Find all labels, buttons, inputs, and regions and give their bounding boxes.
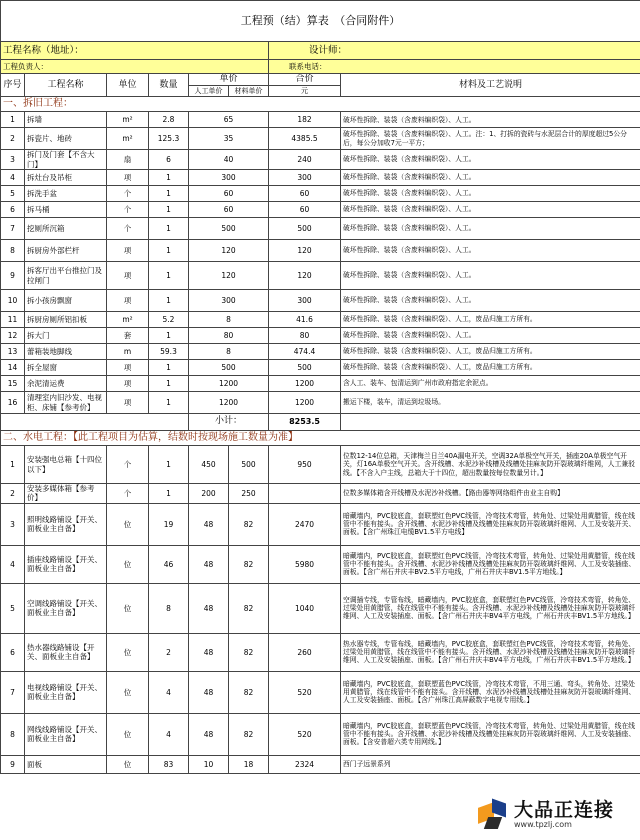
item-labor-price: 48 — [189, 633, 229, 671]
header-price-group: 单价 — [189, 74, 269, 86]
item-name: 拆灶台及吊柜 — [25, 170, 107, 186]
row-no: 11 — [1, 312, 25, 328]
item-name: 蕾箱装地脚线 — [25, 344, 107, 360]
item-material-price: 18 — [229, 755, 269, 773]
item-total: 4385.5 — [269, 128, 341, 150]
item-total: 1200 — [269, 392, 341, 414]
item-unit: 个 — [107, 484, 149, 504]
item-desc: 破坏性拆除、装袋（含废料编织袋）、人工。 — [341, 150, 640, 170]
item-unit: m² — [107, 112, 149, 128]
item-price: 40 — [189, 150, 269, 170]
item-desc: 西门子远景系列 — [341, 755, 640, 773]
item-desc: 暗藏墙内，PVC胶底盒，套联塑红色PVC线管，冷弯技术弯管，转角处、过梁处用黄腊管，线在线管中不能有接头。含开线槽、水泥沙补线槽及线槽处挂麻灰防开裂玻璃纤维网、人工及安装开关、面板。【含广州珠江电缆BV1.5平方电线】 — [341, 503, 640, 545]
item-total: 1040 — [269, 583, 341, 633]
manager-label: 工程负责人： — [1, 60, 269, 74]
item-price: 1200 — [189, 392, 269, 414]
item-desc: 位数12-14位总箱，天津梅兰日兰40A漏电开关，空调32A单极空气开关，插座20A单极空气开关，灯16A单极空气开关。含开线槽、水泥沙补线槽及线槽处挂麻灰防开裂玻璃纤维网，人工兼驳线。【不含入户主线，总箱大于十四位，超出数量按每位数量另计。】 — [341, 446, 640, 484]
table-row — [1, 755, 640, 773]
item-desc: 破坏性拆除、装袋（含废料编织袋）、人工。 — [341, 290, 640, 312]
item-qty: 1 — [149, 290, 189, 312]
item-name: 拆厨房外部栏杆 — [25, 240, 107, 262]
item-desc: 空调插专线，专管布线，暗藏墙内，PVC胶底盒，套联塑红色PVC线管，冷弯技术弯管，转角处、过梁处用黄腊管，线在线管中不能有接头。含开线槽、水泥沙补线槽及线槽处挂麻灰防开裂玻璃纤维网、人工及安装插座、面板。【含广州石井庆丰BV4平方电线，广州石井庆丰BV1.5平方地线。】 — [341, 583, 640, 633]
item-desc: 破坏性拆除、装袋（含废料编织袋）、人工。 — [341, 112, 640, 128]
item-unit: 项 — [107, 262, 149, 290]
item-total: 474.4 — [269, 344, 341, 360]
item-material-price: 500 — [229, 446, 269, 484]
item-price: 60 — [189, 186, 269, 202]
item-labor-price: 48 — [189, 545, 229, 583]
table-row — [1, 202, 640, 218]
item-total: 120 — [269, 262, 341, 290]
item-price: 300 — [189, 290, 269, 312]
header-qty: 数量 — [149, 74, 189, 97]
item-desc: 破坏性拆除、装袋（含废料编织袋）、人工，废品归施工方所有。 — [341, 360, 640, 376]
item-desc: 破坏性拆除、装袋（含废料编织袋）、人工，废品归施工方所有。 — [341, 344, 640, 360]
item-qty: 1 — [149, 170, 189, 186]
row-no: 3 — [1, 150, 25, 170]
item-labor-price: 48 — [189, 671, 229, 713]
watermark-logo — [474, 794, 634, 836]
item-desc: 破坏性拆除、装袋（含废料编织袋）、人工。 — [341, 202, 640, 218]
header-material-price: 材料单价 — [229, 86, 269, 97]
watermark-url: www.tpzlj.com — [514, 820, 572, 830]
row-no: 15 — [1, 376, 25, 392]
row-no: 7 — [1, 671, 25, 713]
item-price: 120 — [189, 262, 269, 290]
item-total: 500 — [269, 218, 341, 240]
item-name: 安装多媒体箱【参考价】 — [25, 484, 107, 504]
item-unit: 位 — [107, 671, 149, 713]
table-row — [1, 186, 640, 202]
header-desc: 材料及工艺说明 — [341, 74, 640, 97]
item-desc: 破坏性拆除、装袋（含废料编织袋）、人工。 — [341, 170, 640, 186]
item-name: 拆厨房厕所铝扣板 — [25, 312, 107, 328]
item-labor-price: 48 — [189, 713, 229, 755]
item-unit: 项 — [107, 360, 149, 376]
item-qty: 19 — [149, 503, 189, 545]
item-qty: 5.2 — [149, 312, 189, 328]
table-row — [1, 218, 640, 240]
row-no: 13 — [1, 344, 25, 360]
item-unit: m² — [107, 128, 149, 150]
item-desc: 破坏性拆除、装袋（含废料编织袋）、人工。注：1、打拆的瓷砖与水泥层合计的厚度超过5公分后，每公分加收7元一平方； — [341, 128, 640, 150]
item-total: 260 — [269, 633, 341, 671]
item-desc: 破坏性拆除、装袋（含废料编织袋）、人工。 — [341, 186, 640, 202]
table-row — [1, 328, 640, 344]
item-material-price: 82 — [229, 503, 269, 545]
row-no: 4 — [1, 545, 25, 583]
item-name: 热水器线路铺设【开关、面板业主自备】 — [25, 633, 107, 671]
item-material-price: 82 — [229, 633, 269, 671]
item-price: 80 — [189, 328, 269, 344]
item-desc: 位数多媒体箱含开线槽及水泥沙补线槽。【路由器等网络组件由业主自购】 — [341, 484, 640, 504]
item-name: 拆大门 — [25, 328, 107, 344]
item-desc: 暗藏墙内，PVC胶底盒，套联塑蓝色PVC线管，冷弯技术弯管，不用三通、弯头，转角处、过梁处用黄腊管，线在线管中不能有接头。含开线槽、水泥沙补线槽及线槽处挂麻灰防开裂玻璃纤维网、人工及安装插座、面板。【含广州珠江高屏蔽数字电视专用线。】 — [341, 671, 640, 713]
row-no: 5 — [1, 583, 25, 633]
row-no: 3 — [1, 503, 25, 545]
item-name: 拆全屋窗 — [25, 360, 107, 376]
item-unit: 个 — [107, 202, 149, 218]
item-qty: 1 — [149, 240, 189, 262]
item-unit: 位 — [107, 713, 149, 755]
item-price: 8 — [189, 344, 269, 360]
item-price: 60 — [189, 202, 269, 218]
item-unit: 个 — [107, 218, 149, 240]
row-no: 1 — [1, 446, 25, 484]
item-labor-price: 10 — [189, 755, 229, 773]
item-name: 照明线路铺设【开关、面板业主自备】 — [25, 503, 107, 545]
item-unit: 项 — [107, 240, 149, 262]
item-qty: 1 — [149, 376, 189, 392]
item-qty: 59.3 — [149, 344, 189, 360]
item-total: 2324 — [269, 755, 341, 773]
item-total: 300 — [269, 290, 341, 312]
item-qty: 2.8 — [149, 112, 189, 128]
item-unit: 套 — [107, 328, 149, 344]
table-row — [1, 128, 640, 150]
table-row — [1, 376, 640, 392]
item-labor-price: 48 — [189, 503, 229, 545]
item-price: 500 — [189, 360, 269, 376]
item-total: 2470 — [269, 503, 341, 545]
phone-label: 联系电话： — [269, 60, 640, 74]
item-price: 300 — [189, 170, 269, 186]
row-no: 10 — [1, 290, 25, 312]
item-qty: 8 — [149, 583, 189, 633]
item-desc: 破坏性拆除、装袋（含废料编织袋）、人工。 — [341, 240, 640, 262]
item-unit: 位 — [107, 633, 149, 671]
item-name: 挖厕所沉箱 — [25, 218, 107, 240]
item-name: 拆客厅出平台推拉门及拉闸门 — [25, 262, 107, 290]
item-qty: 2 — [149, 633, 189, 671]
row-no: 14 — [1, 360, 25, 376]
item-name: 面板 — [25, 755, 107, 773]
item-total: 60 — [269, 202, 341, 218]
item-material-price: 82 — [229, 545, 269, 583]
header-no: 序号 — [1, 74, 25, 97]
item-unit: 位 — [107, 755, 149, 773]
table-row — [1, 446, 640, 484]
item-total: 950 — [269, 446, 341, 484]
item-name: 拆门及门套【不含大门】 — [25, 150, 107, 170]
item-desc: 暗藏墙内，PVC胶底盒，套联塑蓝色PVC线管，冷弯技术弯管，转角处、过梁处用黄腊管，线在线管中不能有接头。含开线槽、水泥沙补线槽及线槽处挂麻灰防开裂玻璃纤维网、人工及安装插座、面板。【含安普超六类专用网线。】 — [341, 713, 640, 755]
item-material-price: 82 — [229, 583, 269, 633]
table-row — [1, 262, 640, 290]
item-unit: 项 — [107, 392, 149, 414]
item-price: 8 — [189, 312, 269, 328]
item-unit: 个 — [107, 446, 149, 484]
item-name: 清理室内旧沙发、电视柜、床铺【参考价】 — [25, 392, 107, 414]
row-no: 9 — [1, 262, 25, 290]
item-qty: 1 — [149, 328, 189, 344]
item-qty: 83 — [149, 755, 189, 773]
item-name: 安装强电总箱【十四位以下】 — [25, 446, 107, 484]
item-qty: 4 — [149, 671, 189, 713]
item-price: 65 — [189, 112, 269, 128]
item-name: 拆小孩房飘窗 — [25, 290, 107, 312]
item-name: 余泥清运费 — [25, 376, 107, 392]
item-qty: 1 — [149, 360, 189, 376]
row-no: 8 — [1, 713, 25, 755]
subtotal-row — [1, 414, 640, 431]
item-qty: 1 — [149, 218, 189, 240]
row-no: 7 — [1, 218, 25, 240]
item-material-price: 82 — [229, 671, 269, 713]
table-row — [1, 312, 640, 328]
table-row — [1, 290, 640, 312]
subtotal-value: 8253.5 — [269, 414, 341, 431]
section1-title: 一、拆旧工程： — [1, 97, 640, 112]
item-total: 300 — [269, 170, 341, 186]
item-labor-price: 450 — [189, 446, 229, 484]
table-row — [1, 170, 640, 186]
table-row — [1, 484, 640, 504]
item-name: 拆墙 — [25, 112, 107, 128]
item-total: 520 — [269, 713, 341, 755]
row-no: 4 — [1, 170, 25, 186]
item-total: 500 — [269, 360, 341, 376]
item-price: 1200 — [189, 376, 269, 392]
table-row — [1, 240, 640, 262]
table-row — [1, 360, 640, 376]
item-labor-price: 200 — [189, 484, 229, 504]
item-desc: 破坏性拆除、装袋（含废料编织袋）、人工，废品归施工方所有。 — [341, 312, 640, 328]
designer-label: 设计师： — [269, 42, 640, 60]
item-desc: 破坏性拆除、装袋（含废料编织袋）、人工。 — [341, 218, 640, 240]
item-desc: 破坏性拆除、装袋（含废料编织袋）、人工。 — [341, 328, 640, 344]
header-labor-price: 人工单价 — [189, 86, 229, 97]
item-desc: 搬运下楼，装车，清运到垃圾场。 — [341, 392, 640, 414]
item-unit: 个 — [107, 186, 149, 202]
item-material-price: 250 — [229, 484, 269, 504]
item-name: 网线线路铺设【开关、面板业主自备】 — [25, 713, 107, 755]
item-total: 182 — [269, 112, 341, 128]
item-qty: 1 — [149, 262, 189, 290]
row-no: 2 — [1, 484, 25, 504]
row-no: 8 — [1, 240, 25, 262]
table-row — [1, 713, 640, 755]
item-name: 电视线路铺设【开关、面板业主自备】 — [25, 671, 107, 713]
item-unit: 位 — [107, 583, 149, 633]
row-no: 6 — [1, 202, 25, 218]
item-price: 120 — [189, 240, 269, 262]
table-row — [1, 392, 640, 414]
item-total: 80 — [269, 328, 341, 344]
row-no: 9 — [1, 755, 25, 773]
table-row — [1, 583, 640, 633]
item-qty: 1 — [149, 446, 189, 484]
cube-logo-icon — [474, 797, 510, 833]
item-total: 5980 — [269, 545, 341, 583]
row-no: 1 — [1, 112, 25, 128]
page-title: 工程预（结）算表 （合同附件） — [1, 1, 640, 42]
item-name: 拆洗手盆 — [25, 186, 107, 202]
subtotal-spacer — [341, 414, 640, 431]
item-qty: 46 — [149, 545, 189, 583]
row-no: 2 — [1, 128, 25, 150]
item-total: 240 — [269, 150, 341, 170]
table-row — [1, 671, 640, 713]
item-total: 1200 — [269, 376, 341, 392]
item-total — [269, 484, 341, 504]
item-desc: 含人工、装车、包清运到广州市政府指定余泥点。 — [341, 376, 640, 392]
item-labor-price: 48 — [189, 583, 229, 633]
table-row — [1, 112, 640, 128]
item-price: 500 — [189, 218, 269, 240]
item-desc: 热水器专线，专管布线，暗藏墙内，PVC胶底盒，套联塑红色PVC线管，冷弯技术弯管，转角处、过梁处用黄腊管，线在线管中不能有接头。含开线槽、水泥沙补线槽及线槽处挂麻灰防开裂玻璃纤维网、人工及安装插座、面板。【含广州石井庆丰BV4平方电线，广州石井庆丰BV1.5平方地线。】 — [341, 633, 640, 671]
item-total: 60 — [269, 186, 341, 202]
item-unit: 项 — [107, 376, 149, 392]
table-row — [1, 633, 640, 671]
row-no: 6 — [1, 633, 25, 671]
item-unit: 项 — [107, 290, 149, 312]
item-desc: 破坏性拆除、装袋（含废料编织袋）、人工。 — [341, 262, 640, 290]
item-total: 41.6 — [269, 312, 341, 328]
item-qty: 6 — [149, 150, 189, 170]
item-unit: 位 — [107, 503, 149, 545]
header-total-unit: 元 — [269, 86, 341, 97]
item-unit: 项 — [107, 170, 149, 186]
header-unit: 单位 — [107, 74, 149, 97]
item-unit: 扇 — [107, 150, 149, 170]
item-material-price: 82 — [229, 713, 269, 755]
table-row — [1, 503, 640, 545]
item-desc: 暗藏墙内，PVC胶底盒，套联塑红色PVC线管，冷弯技术弯管，转角处、过梁处用黄腊管，线在线管中不能有接头。含开线槽、水泥沙补线槽及线槽处挂麻灰防开裂玻璃纤维网、人工及安装插座、面板。【含广州石井庆丰BV2.5平方电线，广州石井庆丰BV1.5平方地线。】 — [341, 545, 640, 583]
watermark-name: 大品正连接 — [514, 799, 615, 822]
row-no: 5 — [1, 186, 25, 202]
item-name: 拆马桶 — [25, 202, 107, 218]
item-qty: 125.3 — [149, 128, 189, 150]
table-row — [1, 150, 640, 170]
item-total: 520 — [269, 671, 341, 713]
item-name: 插座线路铺设【开关、面板业主自备】 — [25, 545, 107, 583]
item-unit: m² — [107, 312, 149, 328]
item-qty: 1 — [149, 392, 189, 414]
item-unit: m — [107, 344, 149, 360]
item-total: 120 — [269, 240, 341, 262]
item-unit: 位 — [107, 545, 149, 583]
item-price: 35 — [189, 128, 269, 150]
project-name-label: 工程名称（地址）： — [1, 42, 269, 60]
item-qty: 1 — [149, 484, 189, 504]
item-qty: 1 — [149, 202, 189, 218]
item-qty: 1 — [149, 186, 189, 202]
item-name: 空调线路铺设【开关、面板业主自备】 — [25, 583, 107, 633]
item-qty: 4 — [149, 713, 189, 755]
subtotal-label: 小计： — [189, 414, 269, 431]
section2-title: 二、水电工程：【此工程项目为估算，结数时按现场施工数量为准】 — [1, 431, 640, 446]
table-row — [1, 545, 640, 583]
row-no: 16 — [1, 392, 25, 414]
item-name: 拆瓷片、地砖 — [25, 128, 107, 150]
header-total-group: 合价 — [269, 74, 341, 86]
header-item: 工程名称 — [25, 74, 107, 97]
subtotal-spacer — [1, 414, 189, 431]
table-row — [1, 344, 640, 360]
row-no: 12 — [1, 328, 25, 344]
